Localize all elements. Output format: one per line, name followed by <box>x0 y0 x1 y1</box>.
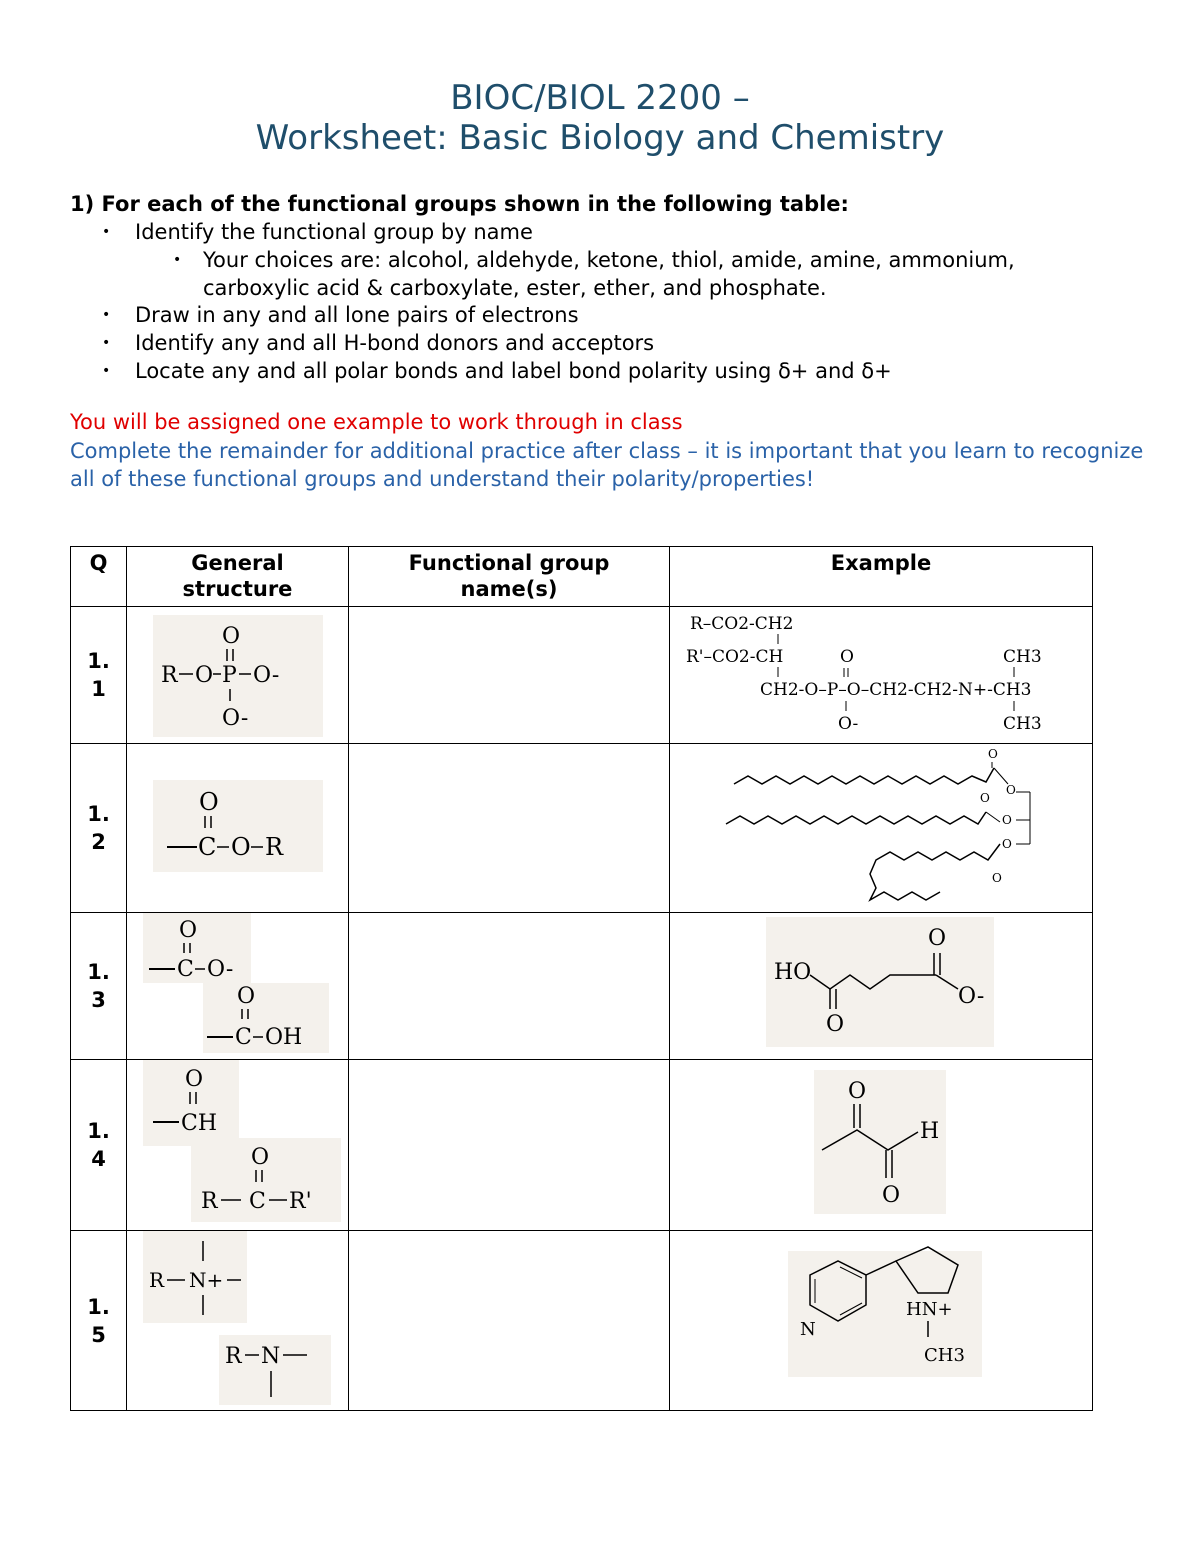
general-structure-cell <box>127 744 349 913</box>
name-answer-cell[interactable] <box>349 1060 670 1231</box>
svg-text:C: C <box>235 1025 252 1050</box>
table-row <box>71 744 1093 913</box>
svg-text:O: O <box>222 624 241 649</box>
svg-text:O-: O- <box>838 714 859 734</box>
table-row <box>71 913 1093 1060</box>
svg-text:O-: O- <box>958 984 985 1009</box>
bullet-item <box>102 301 579 329</box>
svg-text:O: O <box>980 791 990 805</box>
bullet-icon: • <box>102 224 111 240</box>
question-number: 1. 2 <box>71 744 127 913</box>
svg-text:HN+: HN+ <box>906 1299 953 1320</box>
general-structure-cell <box>127 913 349 1060</box>
name-answer-cell[interactable] <box>349 607 670 744</box>
svg-text:O: O <box>1002 837 1012 851</box>
table-row <box>71 607 1093 744</box>
svg-text:C: C <box>177 957 194 982</box>
question-number: 1. 4 <box>71 1060 127 1231</box>
svg-text:C: C <box>198 833 217 861</box>
svg-text:R–CO2-CH2: R–CO2-CH2 <box>690 614 794 634</box>
example-cell <box>670 1231 1093 1411</box>
general-structure-cell <box>127 1060 349 1231</box>
triglyceride-example <box>670 744 1092 908</box>
carboxyl-structure <box>127 913 347 1055</box>
example-cell <box>670 744 1093 913</box>
svg-text:O: O <box>185 1067 204 1092</box>
succinate-example <box>670 913 1092 1055</box>
svg-text:O-: O- <box>222 706 249 731</box>
general-structure-cell <box>127 1231 349 1411</box>
svg-text:R: R <box>149 1268 165 1292</box>
worksheet-title: Worksheet: Basic Biology and Chemistry <box>255 118 945 158</box>
bullet-text: Your choices are: alcohol, aldehyde, ketone, thiol, amide, amine, ammonium, carboxylic acid & carboxylate, ester, ether, and phosphate. <box>203 248 1015 300</box>
svg-text:H: H <box>920 1119 940 1144</box>
table-row <box>71 1060 1093 1231</box>
example-cell <box>670 607 1093 744</box>
assigned-note: You will be assigned one example to work through in class <box>70 410 683 434</box>
svg-text:C: C <box>249 1189 266 1214</box>
bullet-icon: • <box>102 335 111 351</box>
svg-text:O: O <box>882 1183 901 1208</box>
col-header-q: Q <box>71 547 127 607</box>
phosphate-structure <box>127 607 347 739</box>
svg-text:O-: O- <box>253 663 280 688</box>
svg-text:O: O <box>848 1079 867 1104</box>
svg-text:P: P <box>222 663 237 688</box>
svg-text:N: N <box>800 1319 816 1340</box>
name-answer-cell[interactable] <box>349 744 670 913</box>
course-title: BIOC/BIOL 2200 – <box>450 78 750 118</box>
svg-text:O: O <box>826 1012 845 1037</box>
carbonyl-structure <box>127 1060 347 1226</box>
bullet-text: Identify any and all H-bond donors and acceptors <box>135 331 655 355</box>
svg-text:O: O <box>195 663 214 688</box>
col-header-structure: General structure <box>127 547 349 607</box>
svg-text:HO: HO <box>774 960 812 985</box>
example-cell <box>670 913 1093 1060</box>
amine-structure <box>127 1231 347 1406</box>
bullet-item <box>102 357 892 385</box>
question-heading: 1) For each of the functional groups shown in the following table: <box>70 192 849 216</box>
question-number: 1. 1 <box>71 607 127 744</box>
functional-group-table <box>70 546 1093 1411</box>
bullet-item <box>102 218 533 246</box>
svg-text:CH: CH <box>181 1111 218 1136</box>
general-structure-cell <box>127 607 349 744</box>
question-number: 1. 3 <box>71 913 127 1060</box>
example-cell <box>670 1060 1093 1231</box>
svg-text:R: R <box>161 663 178 688</box>
svg-text:N+: N+ <box>189 1268 224 1292</box>
svg-text:O: O <box>840 647 854 667</box>
svg-text:O: O <box>988 747 998 761</box>
svg-text:CH3: CH3 <box>1003 647 1042 667</box>
practice-note: Complete the remainder for additional practice after class – it is important that you learn to recognize all of these functional groups and understand their polarity/properties! <box>70 439 1144 491</box>
svg-text:O: O <box>237 984 256 1009</box>
table-header-row <box>71 547 1093 607</box>
svg-text:R: R <box>225 1344 242 1369</box>
col-header-name: Functional group name(s) <box>349 547 670 607</box>
question-number: 1. 5 <box>71 1231 127 1411</box>
svg-text:R'–CO2-CH: R'–CO2-CH <box>686 647 784 667</box>
col-header-example: Example <box>670 547 1093 607</box>
bullet-text: Draw in any and all lone pairs of electrons <box>135 303 579 327</box>
svg-text:O: O <box>231 833 251 861</box>
svg-text:O: O <box>1002 813 1012 827</box>
svg-text:O: O <box>179 918 198 943</box>
svg-text:O: O <box>199 788 219 816</box>
methylglyoxal-example <box>670 1060 1092 1226</box>
svg-text:CH3: CH3 <box>1003 714 1042 734</box>
svg-text:R: R <box>265 833 284 861</box>
name-answer-cell[interactable] <box>349 913 670 1060</box>
svg-text:CH2-O–P–O–CH2-CH2-N+-CH3: CH2-O–P–O–CH2-CH2-N+-CH3 <box>760 680 1032 700</box>
svg-text:O: O <box>928 926 947 951</box>
ester-structure <box>127 744 347 908</box>
svg-text:OH: OH <box>265 1025 303 1050</box>
bullet-icon: • <box>102 307 111 323</box>
bullet-item <box>102 329 655 357</box>
svg-text:R: R <box>201 1189 218 1214</box>
svg-text:O-: O- <box>207 957 234 982</box>
nicotine-example <box>670 1231 1092 1406</box>
bullet-icon: • <box>173 252 182 268</box>
svg-text:O: O <box>992 871 1002 885</box>
sub-bullet-item <box>173 246 1123 302</box>
table-row <box>71 1231 1093 1411</box>
svg-text:O: O <box>1006 783 1016 797</box>
svg-text:CH3: CH3 <box>924 1345 965 1366</box>
svg-text:O: O <box>251 1145 270 1170</box>
name-answer-cell[interactable] <box>349 1231 670 1411</box>
svg-text:N: N <box>261 1344 281 1369</box>
phospholipid-example <box>670 607 1092 739</box>
bullet-text: Identify the functional group by name <box>135 220 533 244</box>
bullet-icon: • <box>102 363 111 379</box>
bullet-text: Locate any and all polar bonds and label bond polarity using δ+ and δ+ <box>135 359 892 383</box>
svg-text:R': R' <box>289 1189 312 1214</box>
